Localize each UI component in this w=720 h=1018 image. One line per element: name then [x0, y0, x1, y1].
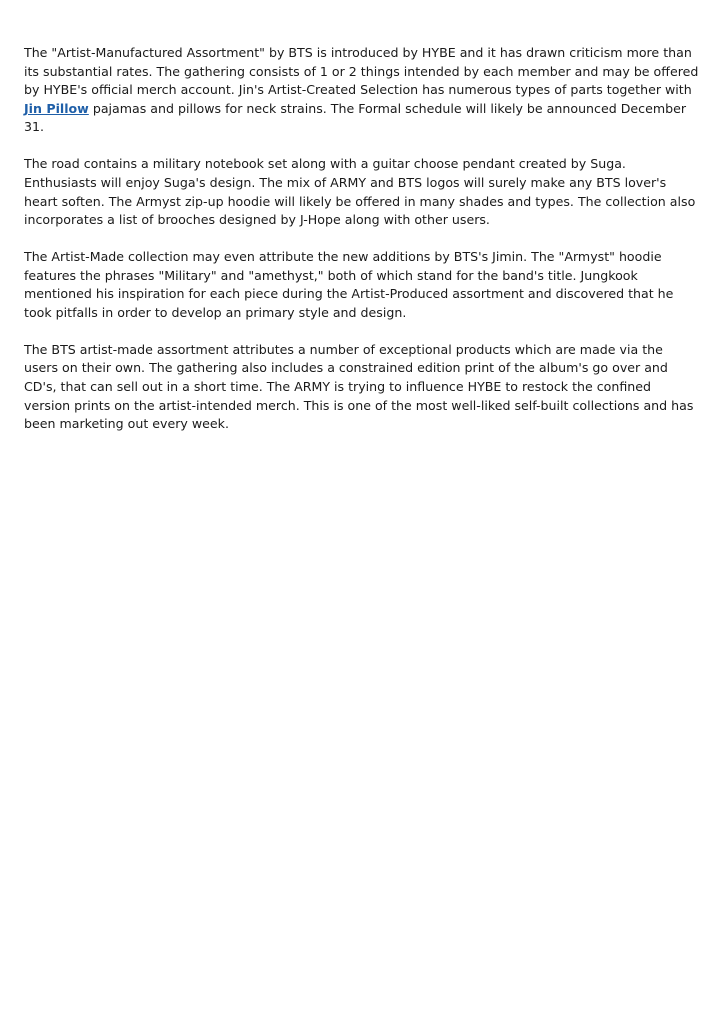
paragraph-1-text-before: The "Artist-Manufactured Assortment" by BTS is introduced by HYBE and it has drawn criticism more than its substantial rates. The gathering consists of 1 or 2 things intended by each member and may be offered by HYBE's official merch account. Jin's Artist-Created Selection has numerous types of parts together with: [24, 45, 699, 98]
paragraph-1-text-after: pajamas and pillows for neck strains. The Formal schedule will likely be announced December 31.: [24, 100, 687, 135]
jin-pillow-link[interactable]: Jin Pillow: [24, 100, 89, 116]
paragraph-4: The BTS artist-made assortment attributes a number of exceptional products which are made via the users on their own. The gathering also includes a constrained edition print of the album's go over and CD's, that can sell out in a short time. The ARMY is trying to influence HYBE to restock the confined version prints on the artist-intended merch. This is one of the most well-liked self-built collections and has been marketing out every week.: [24, 341, 694, 432]
article-body: [24, 44, 700, 452]
paragraph-1: [24, 44, 700, 137]
paragraph-3: The Artist-Made collection may even attribute the new additions by BTS's Jimin. The "Armyst" hoodie features the phrases "Military" and "amethyst," both of which stand for the band's title. Jungkook mentioned his inspiration for each piece during the Artist-Produced assortment and discovered that he took pitfalls in order to develop an primary style and design.: [24, 249, 674, 320]
paragraph-2: The road contains a military notebook set along with a guitar choose pendant created by Suga. Enthusiasts will enjoy Suga's design. The mix of ARMY and BTS logos will surely make any BTS lover's heart soften. The Armyst zip-up hoodie will likely be offered in many shades and types. The collection also incorporates a list of brooches designed by J-Hope along with other users.: [24, 156, 696, 228]
